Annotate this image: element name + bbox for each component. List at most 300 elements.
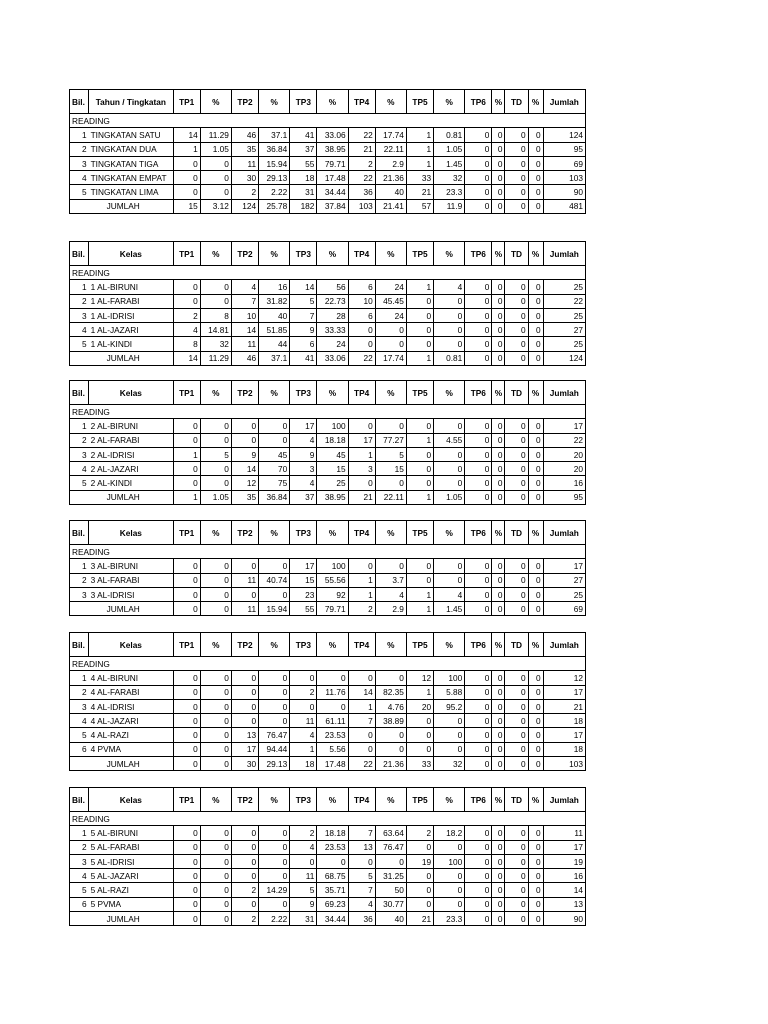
cell-value: 13 xyxy=(348,840,375,854)
cell-value: 76.47 xyxy=(375,840,406,854)
cell-value: 36 xyxy=(348,185,375,199)
cell-value: 0 xyxy=(200,294,231,308)
section-label: READING xyxy=(70,657,201,671)
cell-value: 25 xyxy=(543,587,585,601)
cell-value: 12 xyxy=(543,671,585,685)
cell-value: 0 xyxy=(173,699,200,713)
column-header: % xyxy=(317,242,348,266)
column-header-name: Kelas xyxy=(89,521,173,545)
report-table xyxy=(69,241,586,366)
total-value: 3.12 xyxy=(200,199,231,213)
cell-value: 0 xyxy=(173,854,200,868)
cell-value: 0 xyxy=(231,433,258,447)
column-header: TP4 xyxy=(348,521,375,545)
cell-value: 0 xyxy=(492,714,505,728)
column-header: TP6 xyxy=(465,521,492,545)
cell-value: 0 xyxy=(492,840,505,854)
cell-value: 33.06 xyxy=(317,128,348,142)
cell-value: 0 xyxy=(528,559,543,573)
cell-value: 22 xyxy=(543,294,585,308)
cell-value: 0 xyxy=(528,128,543,142)
section-label: READING xyxy=(70,114,201,128)
cell-value: 25 xyxy=(543,280,585,294)
cell-value: 0 xyxy=(406,869,433,883)
cell-value: 0 xyxy=(505,308,528,322)
cell-value: 0 xyxy=(528,142,543,156)
table-row xyxy=(70,280,586,294)
cell-value: 24 xyxy=(375,280,406,294)
cell-value: 22.73 xyxy=(317,294,348,308)
cell-value: 0 xyxy=(465,185,492,199)
cell-value: 95 xyxy=(543,142,585,156)
cell-value: 6 xyxy=(348,280,375,294)
cell-value: 44 xyxy=(259,337,290,351)
cell-value: 0 xyxy=(492,587,505,601)
total-value: 0 xyxy=(465,757,492,771)
row-number: 5 xyxy=(70,337,89,351)
cell-value: 0 xyxy=(465,840,492,854)
cell-value: 45 xyxy=(259,447,290,461)
cell-value: 0 xyxy=(259,587,290,601)
cell-value: 0 xyxy=(231,671,258,685)
cell-value: 0 xyxy=(492,447,505,461)
total-value: 0 xyxy=(528,602,543,616)
table-row xyxy=(70,462,586,476)
total-value: 124 xyxy=(543,351,585,365)
cell-value: 15 xyxy=(375,462,406,476)
cell-value: 0 xyxy=(505,280,528,294)
cell-value: 0 xyxy=(406,742,433,756)
total-value: 55 xyxy=(290,602,317,616)
total-value: 0 xyxy=(492,351,505,365)
row-number: 3 xyxy=(70,447,89,461)
cell-value: 0 xyxy=(173,742,200,756)
cell-value: 0 xyxy=(173,869,200,883)
cell-value: 0 xyxy=(434,728,465,742)
cell-value: 0 xyxy=(375,854,406,868)
row-name: TINGKATAN EMPAT xyxy=(89,171,173,185)
total-value: 21.41 xyxy=(375,199,406,213)
cell-value: 28 xyxy=(317,308,348,322)
row-name: TINGKATAN DUA xyxy=(89,142,173,156)
cell-value: 0 xyxy=(465,433,492,447)
cell-value: 0 xyxy=(375,337,406,351)
table-row xyxy=(70,897,586,911)
cell-value: 50 xyxy=(375,883,406,897)
column-header: % xyxy=(259,381,290,405)
cell-value: 22 xyxy=(348,128,375,142)
total-value: 79.71 xyxy=(317,602,348,616)
header-row xyxy=(70,788,586,812)
total-value: 15 xyxy=(173,199,200,213)
cell-value: 2.22 xyxy=(259,185,290,199)
column-header: % xyxy=(375,90,406,114)
cell-value: 17 xyxy=(543,419,585,433)
column-header: % xyxy=(200,381,231,405)
column-header: TP1 xyxy=(173,521,200,545)
cell-value: 0 xyxy=(200,714,231,728)
column-header: Bil. xyxy=(70,633,89,657)
cell-value: 2 xyxy=(173,308,200,322)
cell-value: 2 xyxy=(290,826,317,840)
cell-value: 14 xyxy=(543,883,585,897)
total-value: 11.29 xyxy=(200,351,231,365)
cell-value: 0 xyxy=(348,337,375,351)
cell-value: 0 xyxy=(465,869,492,883)
cell-value: 0 xyxy=(434,476,465,490)
row-name: 2 AL-IDRISI xyxy=(89,447,173,461)
cell-value: 0 xyxy=(492,337,505,351)
column-header: % xyxy=(434,242,465,266)
cell-value: 0 xyxy=(259,699,290,713)
cell-value: 21 xyxy=(406,185,433,199)
cell-value: 0 xyxy=(505,185,528,199)
column-header: % xyxy=(375,788,406,812)
cell-value: 11.29 xyxy=(200,128,231,142)
row-number: 3 xyxy=(70,587,89,601)
cell-value: 0 xyxy=(528,476,543,490)
cell-value: 6 xyxy=(348,308,375,322)
cell-value: 0.81 xyxy=(434,128,465,142)
cell-value: 4.55 xyxy=(434,433,465,447)
total-value: 32 xyxy=(434,757,465,771)
cell-value: 22 xyxy=(543,433,585,447)
column-header: % xyxy=(200,90,231,114)
cell-value: 14.29 xyxy=(259,883,290,897)
cell-value: 79.71 xyxy=(317,156,348,170)
cell-value: 0 xyxy=(492,462,505,476)
cell-value: 0 xyxy=(505,294,528,308)
table-row xyxy=(70,337,586,351)
column-header-name: Kelas xyxy=(89,788,173,812)
cell-value: 0 xyxy=(231,869,258,883)
cell-value: 95.2 xyxy=(434,699,465,713)
total-label: JUMLAH xyxy=(89,757,173,771)
cell-value: 0 xyxy=(173,897,200,911)
report-table xyxy=(69,520,586,616)
cell-value: 0 xyxy=(465,323,492,337)
cell-value: 5 xyxy=(290,294,317,308)
cell-value: 0 xyxy=(492,699,505,713)
cell-value: 5 xyxy=(348,869,375,883)
column-header: TP1 xyxy=(173,90,200,114)
column-header: TP5 xyxy=(406,242,433,266)
cell-value: 1 xyxy=(173,447,200,461)
cell-value: 4 xyxy=(434,587,465,601)
row-name: 5 AL-RAZI xyxy=(89,883,173,897)
column-header: % xyxy=(317,381,348,405)
row-name: 1 AL-IDRISI xyxy=(89,308,173,322)
total-value: 0 xyxy=(200,757,231,771)
cell-value: 1 xyxy=(348,699,375,713)
cell-value: 40 xyxy=(259,308,290,322)
cell-value: 0 xyxy=(375,323,406,337)
cell-value: 0 xyxy=(173,294,200,308)
total-value: 103 xyxy=(543,757,585,771)
column-header: Jumlah xyxy=(543,242,585,266)
cell-value: 14 xyxy=(348,685,375,699)
cell-value: 2.9 xyxy=(375,156,406,170)
column-header: % xyxy=(434,90,465,114)
cell-value: 15.94 xyxy=(259,156,290,170)
cell-value: 0 xyxy=(505,587,528,601)
cell-value: 1 xyxy=(406,280,433,294)
cell-value: 0 xyxy=(528,728,543,742)
cell-value: 21 xyxy=(348,142,375,156)
total-value: 18 xyxy=(290,757,317,771)
cell-value: 0 xyxy=(406,714,433,728)
cell-value: 21 xyxy=(543,699,585,713)
column-header: TP3 xyxy=(290,242,317,266)
cell-value: 0 xyxy=(173,171,200,185)
cell-value: 0 xyxy=(465,142,492,156)
row-number: 1 xyxy=(70,559,89,573)
cell-value: 0 xyxy=(465,171,492,185)
total-value: 21 xyxy=(348,490,375,504)
row-number: 5 xyxy=(70,883,89,897)
section-row xyxy=(70,405,586,419)
row-number: 2 xyxy=(70,685,89,699)
row-name: 5 AL-FARABI xyxy=(89,840,173,854)
cell-value: 1 xyxy=(290,742,317,756)
cell-value: 17 xyxy=(543,685,585,699)
total-row xyxy=(70,351,586,365)
row-number: 1 xyxy=(70,128,89,142)
total-value: 2.9 xyxy=(375,602,406,616)
column-header: TP3 xyxy=(290,633,317,657)
cell-value: 0 xyxy=(505,897,528,911)
cell-value: 1 xyxy=(348,573,375,587)
total-row xyxy=(70,199,586,213)
total-label: JUMLAH xyxy=(89,490,173,504)
row-number: 3 xyxy=(70,156,89,170)
cell-value: 0 xyxy=(492,156,505,170)
row-name: 1 AL-JAZARI xyxy=(89,323,173,337)
cell-value: 0 xyxy=(528,685,543,699)
cell-value: 0 xyxy=(465,447,492,461)
cell-value: 0 xyxy=(231,840,258,854)
column-header: % xyxy=(375,521,406,545)
column-header: % xyxy=(528,381,543,405)
column-header: TP6 xyxy=(465,633,492,657)
column-header: Jumlah xyxy=(543,788,585,812)
row-name: 1 AL-BIRUNI xyxy=(89,280,173,294)
column-header: TP1 xyxy=(173,242,200,266)
cell-value: 0 xyxy=(259,433,290,447)
total-value: 0 xyxy=(200,602,231,616)
cell-value: 0 xyxy=(528,280,543,294)
column-header: % xyxy=(528,633,543,657)
row-number: 5 xyxy=(70,185,89,199)
cell-value: 0 xyxy=(505,840,528,854)
column-header: TP2 xyxy=(231,788,258,812)
cell-value: 18 xyxy=(543,742,585,756)
cell-value: 0 xyxy=(317,671,348,685)
cell-value: 0 xyxy=(200,854,231,868)
total-value: 17.74 xyxy=(375,351,406,365)
column-header: TP4 xyxy=(348,90,375,114)
column-header: Bil. xyxy=(70,242,89,266)
section-label: READING xyxy=(70,266,201,280)
table-row xyxy=(70,308,586,322)
cell-value: 75 xyxy=(259,476,290,490)
table-row xyxy=(70,433,586,447)
column-header: % xyxy=(434,381,465,405)
row-number: 4 xyxy=(70,323,89,337)
cell-value: 0 xyxy=(528,308,543,322)
cell-value: 0 xyxy=(528,897,543,911)
cell-value: 0 xyxy=(434,714,465,728)
cell-value: 0 xyxy=(348,419,375,433)
cell-value: 0 xyxy=(505,671,528,685)
cell-value: 0 xyxy=(231,897,258,911)
row-number: 2 xyxy=(70,294,89,308)
cell-value: 0 xyxy=(173,826,200,840)
cell-value: 40 xyxy=(375,185,406,199)
column-header: % xyxy=(434,788,465,812)
cell-value: 0 xyxy=(348,742,375,756)
table-row xyxy=(70,826,586,840)
row-name: 3 AL-BIRUNI xyxy=(89,559,173,573)
cell-value: 7 xyxy=(348,883,375,897)
cell-value: 0 xyxy=(434,840,465,854)
cell-value: 0 xyxy=(528,337,543,351)
cell-value: 0 xyxy=(259,840,290,854)
cell-value: 37.1 xyxy=(259,128,290,142)
header-row xyxy=(70,521,586,545)
column-header: % xyxy=(259,242,290,266)
total-row xyxy=(70,757,586,771)
column-header: % xyxy=(259,633,290,657)
cell-value: 2 xyxy=(406,826,433,840)
cell-value: 0 xyxy=(259,897,290,911)
cell-value: 0 xyxy=(492,476,505,490)
row-name: TINGKATAN SATU xyxy=(89,128,173,142)
cell-value: 14 xyxy=(231,323,258,337)
cell-value: 0 xyxy=(505,419,528,433)
cell-value: 0 xyxy=(505,869,528,883)
cell-value: 0 xyxy=(375,476,406,490)
cell-value: 0 xyxy=(505,462,528,476)
cell-value: 0 xyxy=(406,840,433,854)
cell-value: 1.05 xyxy=(200,142,231,156)
column-header: Bil. xyxy=(70,90,89,114)
cell-value: 0 xyxy=(492,308,505,322)
report-table xyxy=(69,632,586,771)
row-number: 4 xyxy=(70,869,89,883)
total-value: 0 xyxy=(505,602,528,616)
total-value: 0 xyxy=(528,912,543,926)
column-header-name: Kelas xyxy=(89,242,173,266)
column-header: % xyxy=(528,90,543,114)
cell-value: 0 xyxy=(434,869,465,883)
total-value: 36.84 xyxy=(259,490,290,504)
column-header: TP2 xyxy=(231,90,258,114)
cell-value: 12 xyxy=(406,671,433,685)
total-value: 2 xyxy=(348,602,375,616)
cell-value: 0 xyxy=(375,671,406,685)
cell-value: 34.44 xyxy=(317,185,348,199)
cell-value: 0 xyxy=(200,433,231,447)
total-value: 14 xyxy=(173,351,200,365)
cell-value: 0 xyxy=(173,185,200,199)
cell-value: 0 xyxy=(406,573,433,587)
column-header: TP5 xyxy=(406,381,433,405)
cell-value: 0 xyxy=(200,742,231,756)
column-header-name: Tahun / Tingkatan xyxy=(89,90,173,114)
total-value: 33 xyxy=(406,757,433,771)
cell-value: 51.85 xyxy=(259,323,290,337)
cell-value: 0 xyxy=(406,337,433,351)
cell-value: 0 xyxy=(465,573,492,587)
table-row xyxy=(70,742,586,756)
cell-value: 0 xyxy=(434,323,465,337)
cell-value: 8 xyxy=(200,308,231,322)
cell-value: 0 xyxy=(200,280,231,294)
cell-value: 0 xyxy=(528,323,543,337)
cell-value: 0 xyxy=(200,728,231,742)
cell-value: 5 xyxy=(290,883,317,897)
section-label: READING xyxy=(70,405,201,419)
cell-value: 0 xyxy=(465,854,492,868)
cell-value: 56 xyxy=(317,280,348,294)
cell-value: 7 xyxy=(348,826,375,840)
cell-value: 0 xyxy=(348,476,375,490)
cell-value: 17 xyxy=(543,559,585,573)
cell-value: 0 xyxy=(465,671,492,685)
cell-value: 18.2 xyxy=(434,826,465,840)
cell-value: 0 xyxy=(465,883,492,897)
cell-value: 0 xyxy=(528,671,543,685)
row-name: 4 AL-FARABI xyxy=(89,685,173,699)
total-value: 17.48 xyxy=(317,757,348,771)
cell-value: 5 xyxy=(375,447,406,461)
cell-value: 11 xyxy=(290,714,317,728)
total-value: 15.94 xyxy=(259,602,290,616)
total-value: 22.11 xyxy=(375,490,406,504)
cell-value: 100 xyxy=(434,671,465,685)
cell-value: 100 xyxy=(317,559,348,573)
cell-value: 0 xyxy=(505,826,528,840)
cell-value: 0 xyxy=(200,699,231,713)
total-value: 0 xyxy=(505,199,528,213)
cell-value: 0 xyxy=(528,699,543,713)
row-name: 4 AL-IDRISI xyxy=(89,699,173,713)
row-name: 2 AL-FARABI xyxy=(89,433,173,447)
cell-value: 2 xyxy=(290,685,317,699)
row-name: 2 AL-JAZARI xyxy=(89,462,173,476)
total-value: 23.3 xyxy=(434,912,465,926)
cell-value: 0 xyxy=(505,883,528,897)
cell-value: 35 xyxy=(231,142,258,156)
total-value: 0 xyxy=(528,199,543,213)
cell-value: 11 xyxy=(231,573,258,587)
cell-value: 22 xyxy=(348,171,375,185)
total-label: JUMLAH xyxy=(89,602,173,616)
cell-value: 22.11 xyxy=(375,142,406,156)
column-header: TP3 xyxy=(290,521,317,545)
cell-value: 0 xyxy=(465,685,492,699)
column-header: TP5 xyxy=(406,633,433,657)
column-header: % xyxy=(375,381,406,405)
cell-value: 0 xyxy=(465,714,492,728)
cell-value: 23.53 xyxy=(317,840,348,854)
row-number: 1 xyxy=(70,280,89,294)
column-header: % xyxy=(492,242,505,266)
cell-value: 0 xyxy=(317,699,348,713)
total-row xyxy=(70,912,586,926)
column-header: % xyxy=(434,633,465,657)
